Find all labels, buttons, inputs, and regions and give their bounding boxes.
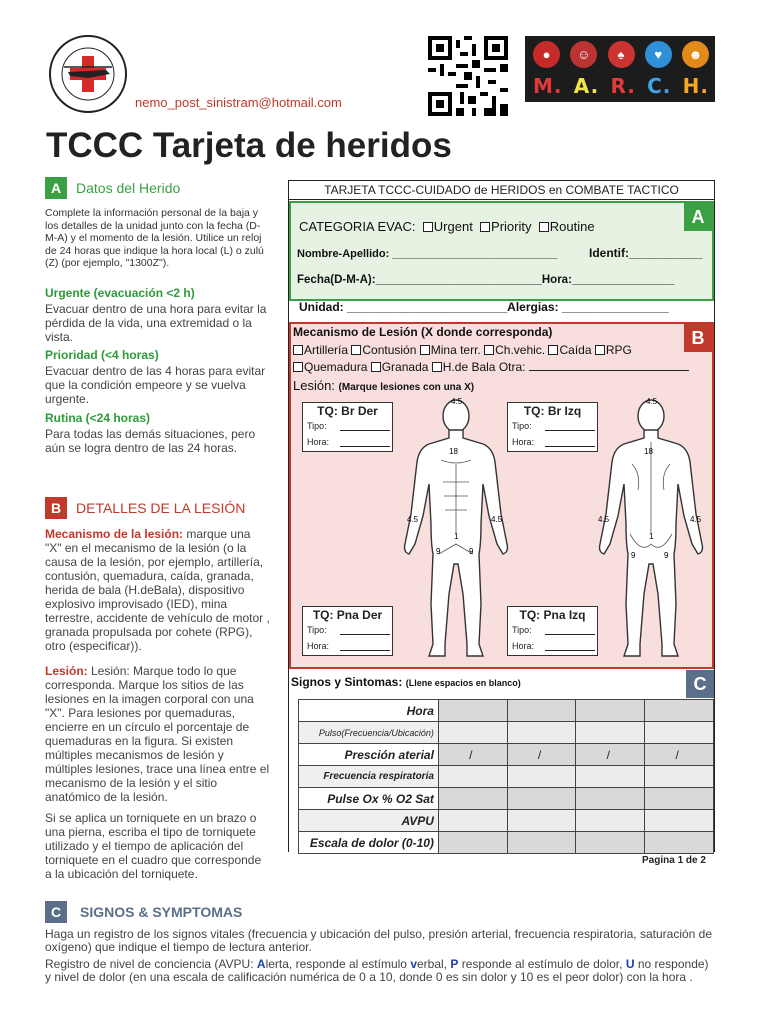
vitals-row xyxy=(299,766,714,788)
mech-caida-label: Caída xyxy=(559,343,592,357)
front-groin-percent: 1 xyxy=(454,532,459,541)
front-head-percent: 4.5 xyxy=(451,397,463,406)
nombre-field[interactable]: Nombre-Apellido: ___________________________ xyxy=(297,248,558,260)
mech-rpg-checkbox[interactable] xyxy=(595,345,605,355)
back-right-arm-percent: 4.5 xyxy=(598,515,610,524)
casualty-card xyxy=(288,180,715,852)
card-title: TARJETA TCCC-CUIDADO de HERIDOS en COMBATE TACTICO xyxy=(289,181,714,200)
vitals-cell[interactable]: / xyxy=(507,744,576,766)
vitals-cell[interactable] xyxy=(438,722,507,744)
evac-routine-label: Routine xyxy=(549,219,595,234)
tq-pna-izq-hora-line[interactable] xyxy=(545,650,595,651)
lesion-heading: Lesión: xyxy=(45,664,88,678)
back-head-percent: 4.5 xyxy=(646,397,658,406)
tq-br-der-hora-line[interactable] xyxy=(340,446,390,447)
lungs-icon: ♠ xyxy=(608,41,635,68)
vitals-row xyxy=(299,700,714,722)
mech-granada-label: Granada xyxy=(381,360,429,374)
back-groin-percent: 1 xyxy=(649,532,654,541)
vitals-cell[interactable] xyxy=(576,722,645,744)
back-left-arm-percent: 4.5 xyxy=(690,515,702,524)
avpu-p: P xyxy=(450,957,459,971)
march-letter-m: M. xyxy=(533,74,563,98)
avpu-description xyxy=(45,958,715,984)
vitals-cell[interactable] xyxy=(507,700,576,722)
tq-brazo-izquierdo[interactable] xyxy=(507,402,598,452)
mech-otra-label: Otra: xyxy=(498,360,526,374)
mecanismo-text xyxy=(45,527,270,653)
march-banner xyxy=(525,36,715,102)
tq-brazo-derecho[interactable] xyxy=(302,402,393,452)
tq-br-der-tipo-line[interactable] xyxy=(340,430,390,431)
mech-vehiculo-label: Ch.vehic. xyxy=(495,343,546,357)
vitals-cell[interactable] xyxy=(438,700,507,722)
vitals-row-label: Presción aterial xyxy=(299,744,439,766)
tq-pna-der-hora: Hora: xyxy=(307,641,330,651)
vitals-row-label: Escala de dolor (0-10) xyxy=(299,832,439,854)
section-a-title: Datos del Herido xyxy=(76,180,181,196)
lesion-text xyxy=(45,664,270,804)
section-b-title: DETALLES DE LA LESIÓN xyxy=(76,500,246,516)
urgente-heading: Urgente (evacuación <2 h) xyxy=(45,286,195,300)
tq-pna-izq-hora: Hora: xyxy=(512,641,535,651)
vitals-row xyxy=(299,788,714,810)
rutina-text: Para todas las demás situaciones, pero aún se logra dentro de las 24 horas. xyxy=(45,427,256,455)
body-front-diagram[interactable] xyxy=(391,394,521,664)
avpu-a: A xyxy=(256,957,266,971)
tq-pna-izq-title: TQ: Pna Izq xyxy=(519,608,586,622)
vitals-cell[interactable] xyxy=(576,700,645,722)
vitals-cell[interactable] xyxy=(576,810,645,832)
section-c-title: SIGNOS & SYMPTOMAS xyxy=(80,904,243,920)
evac-urgent-checkbox[interactable] xyxy=(423,222,433,232)
vitals-cell[interactable] xyxy=(507,788,576,810)
vitals-row-label: AVPU xyxy=(299,810,439,832)
avpu-text-1: Registro de nivel de conciencia (AVPU: xyxy=(45,957,257,971)
vitals-cell[interactable] xyxy=(438,788,507,810)
tq-br-der-title: TQ: Br Der xyxy=(317,404,378,418)
vitals-row xyxy=(299,722,714,744)
evac-urgent-label: Urgent xyxy=(433,219,473,234)
vitals-cell[interactable]: / xyxy=(438,744,507,766)
vitals-table xyxy=(298,699,714,854)
vitals-cell[interactable] xyxy=(576,832,645,854)
tq-pierna-izquierda[interactable] xyxy=(507,606,598,656)
tq-br-izq-tipo: Tipo: xyxy=(512,421,532,431)
front-right-arm-percent: 4.5 xyxy=(407,515,419,524)
signos-label: Signos y Sintomas: xyxy=(291,675,403,689)
march-letter-h: H. xyxy=(682,74,709,98)
mechanism-row-1 xyxy=(293,343,632,357)
mechanism-row-2 xyxy=(293,360,689,374)
evac-routine-checkbox[interactable] xyxy=(539,222,549,232)
contact-email[interactable]: nemo_post_sinistram@hotmail.com xyxy=(135,95,342,110)
vitals-row xyxy=(299,810,714,832)
signos-header xyxy=(291,675,521,689)
tq-pierna-derecha[interactable] xyxy=(302,606,393,656)
vitals-cell[interactable] xyxy=(507,766,576,788)
tq-pna-der-tipo-line[interactable] xyxy=(340,634,390,635)
avpu-text-5: no responde) y nivel de dolor (en una escala de calificación numérica de 0 a 10, donde 0 es sin dolor y 10 es el peor dolor) con la hora . xyxy=(45,957,709,984)
vitals-cell[interactable] xyxy=(576,788,645,810)
march-letter-a: A. xyxy=(573,74,600,98)
rutina-block xyxy=(45,412,270,457)
march-letter-c: C. xyxy=(647,74,672,98)
vitals-cell[interactable] xyxy=(438,766,507,788)
mech-hdebala-checkbox[interactable] xyxy=(432,362,442,372)
airway-icon: ☺ xyxy=(570,41,597,68)
tq-pna-izq-tipo: Tipo: xyxy=(512,625,532,635)
bleeding-icon: ● xyxy=(533,41,560,68)
card-section-b xyxy=(289,322,714,669)
tq-br-izq-tipo-line[interactable] xyxy=(545,430,595,431)
tq-pna-der-title: TQ: Pna Der xyxy=(312,608,383,622)
qr-code xyxy=(428,36,508,116)
tq-br-der-hora: Hora: xyxy=(307,437,330,447)
mech-mina-checkbox[interactable] xyxy=(420,345,430,355)
unit-logo xyxy=(48,34,128,114)
mech-artilleria-label: Artillería xyxy=(304,343,349,357)
signos-note: (Llene espacios en blanco) xyxy=(405,678,521,688)
mech-quemadura-label: Quemadura xyxy=(304,360,368,374)
vitals-cell[interactable]: / xyxy=(576,744,645,766)
vitals-cell[interactable] xyxy=(645,810,714,832)
prioridad-block xyxy=(45,349,270,408)
mech-hdebala-label: H.de Bala xyxy=(442,360,496,374)
evac-label: CATEGORIA EVAC: xyxy=(299,219,416,234)
tq-br-izq-hora-line[interactable] xyxy=(545,446,595,447)
avpu-text-3: erbal, xyxy=(417,957,451,971)
back-left-leg-percent: 9 xyxy=(664,551,669,560)
vitals-cell[interactable]: / xyxy=(645,744,714,766)
vitals-row-label: Hora xyxy=(299,700,439,722)
prioridad-text: Evacuar dentro de las 4 horas para evitar que la condición empeore y se vuelva urgente. xyxy=(45,364,266,406)
page-title: TCCC Tarjeta de heridos xyxy=(46,126,452,165)
mecanismo-heading: Mecanismo de la lesión: xyxy=(45,527,184,541)
lesion-label: Lesión: xyxy=(293,378,335,393)
section-c-badge: C xyxy=(45,901,67,923)
mech-contusion-checkbox[interactable] xyxy=(351,345,361,355)
mech-mina-label: Mina terr. xyxy=(430,343,481,357)
vitals-row xyxy=(299,744,714,766)
tq-br-izq-title: TQ: Br Izq xyxy=(523,404,582,418)
unidad-alergias-field[interactable]: Unidad: ________________________Alergias: ________________ xyxy=(299,300,669,314)
tq-pna-der-hora-line[interactable] xyxy=(340,650,390,651)
section-b-badge: B xyxy=(45,497,67,519)
mech-contusion-label: Contusión xyxy=(362,343,417,357)
mech-granada-checkbox[interactable] xyxy=(371,362,381,372)
vitals-cell[interactable] xyxy=(645,722,714,744)
urgente-block xyxy=(45,287,270,346)
vitals-row-label: Pulse Ox % O2 Sat xyxy=(299,788,439,810)
back-right-leg-percent: 9 xyxy=(631,551,636,560)
urgente-text: Evacuar dentro de una hora para evitar la pérdida de la vida, una extremidad o la vista. xyxy=(45,302,267,344)
vitals-row-label: Frecuencia respiratoria xyxy=(299,766,439,788)
evac-priority-checkbox[interactable] xyxy=(480,222,490,232)
tq-br-izq-hora: Hora: xyxy=(512,437,535,447)
back-trunk-percent: 18 xyxy=(644,447,653,456)
lesion-body: Lesión: Marque todo lo que corresponda. Marque los sitios de las lesiones en la imagen corporal con una "X". Para lesiones por quemaduras, encierre en un círculo el porcentaje de quemaduras en la figura. Si existen múltiples mecanismos de lesión y múltiples lesiones, trace una línea entre el mecanismo de la lesión y el sitio anatómico de la lesión. xyxy=(45,664,270,804)
avpu-u: U xyxy=(625,957,635,971)
mech-artilleria-checkbox[interactable] xyxy=(293,345,303,355)
head-icon: ☻ xyxy=(682,41,709,68)
fecha-hora-field[interactable]: Fecha(D-M-A):__________________________Hora:________________ xyxy=(297,274,675,286)
avpu-text-4: responde al estímulo de dolor, xyxy=(458,957,626,971)
prioridad-heading: Prioridad (<4 horas) xyxy=(45,348,159,362)
avpu-v: v xyxy=(410,957,417,971)
identif-field[interactable]: Identif:___________ xyxy=(589,246,703,260)
evac-category xyxy=(299,219,595,234)
mech-quemadura-checkbox[interactable] xyxy=(293,362,303,372)
heart-icon: ♥ xyxy=(645,41,672,68)
tq-br-der-tipo: Tipo: xyxy=(307,421,327,431)
mech-caida-checkbox[interactable] xyxy=(548,345,558,355)
lesion-header xyxy=(293,378,474,393)
section-a-intro: Complete la información personal de la baja y los detalles de la unidad junto con la fecha (D-M-A) y el momento de la lesión. Utilice un reloj de 24 horas que indique la hora local (L) o zulú (Z) (por ejemplo, "1300Z"). xyxy=(45,207,264,269)
mecanismo-label: Mecanismo de Lesión (X donde corresponda) xyxy=(293,325,553,339)
front-left-leg-percent: 9 xyxy=(469,547,474,556)
card-tag-b: B xyxy=(684,324,712,352)
evac-priority-label: Priority xyxy=(491,219,532,234)
body-back-diagram[interactable] xyxy=(586,394,716,664)
vitals-cell[interactable] xyxy=(645,766,714,788)
vitals-cell[interactable] xyxy=(645,788,714,810)
card-tag-c: C xyxy=(686,670,714,698)
mecanismo-body: marque una "X" en el mecanismo de la lesión (o la causa de la lesión, por ejemplo, artillería, contusión, quemadura, caída, granada, herida de bala (H.deBala), dispositivo explosivo improvisado (IED), mina terrestre, accidente de vehículo de motor , granada propulsada por cohete (RPG), otro (especificar)). xyxy=(45,527,270,653)
card-section-a xyxy=(289,201,714,314)
mech-vehiculo-checkbox[interactable] xyxy=(484,345,494,355)
tq-pna-izq-tipo-line[interactable] xyxy=(545,634,595,635)
avpu-text-2: lerta, responde al estímulo xyxy=(265,957,411,971)
march-letter-r: R. xyxy=(610,74,636,98)
tq-pna-der-tipo: Tipo: xyxy=(307,625,327,635)
mech-rpg-label: RPG xyxy=(605,343,632,357)
vitals-cell[interactable] xyxy=(507,810,576,832)
vitals-row xyxy=(299,832,714,854)
vitals-row-label: Pulso(Frecuencia/Ubicación) xyxy=(299,722,439,744)
vitals-cell[interactable] xyxy=(507,722,576,744)
front-left-arm-percent: 4.5 xyxy=(491,515,503,524)
torniquete-text: Si se aplica un torniquete en un brazo o una pierna, escriba el tipo de torniquete utilizado y el tiempo de aplicación del torniquete en el cuadro que corresponde a la ubicación del torniquete. xyxy=(45,811,262,881)
page-number: Pagina 1 de 2 xyxy=(642,855,706,866)
vitals-cell[interactable] xyxy=(645,832,714,854)
vitals-cell[interactable] xyxy=(438,810,507,832)
mech-otra-field[interactable] xyxy=(529,370,689,371)
front-right-leg-percent: 9 xyxy=(436,547,441,556)
vitals-cell[interactable] xyxy=(576,766,645,788)
vitals-cell[interactable] xyxy=(507,832,576,854)
front-trunk-percent: 18 xyxy=(449,447,458,456)
vitals-cell[interactable] xyxy=(438,832,507,854)
section-a-badge: A xyxy=(45,177,67,199)
signos-description: Haga un registro de los signos vitales (frecuencia y ubicación del pulso, presión arterial, frecuencia respiratoria, saturación de oxígeno) que indique el tiempo de lectura anterior. xyxy=(45,927,713,954)
card-section-c xyxy=(289,670,714,852)
rutina-heading: Rutina (<24 horas) xyxy=(45,411,151,425)
card-tag-a: A xyxy=(684,203,712,231)
vitals-cell[interactable] xyxy=(645,700,714,722)
lesion-note: (Marque lesiones con una X) xyxy=(338,382,475,393)
